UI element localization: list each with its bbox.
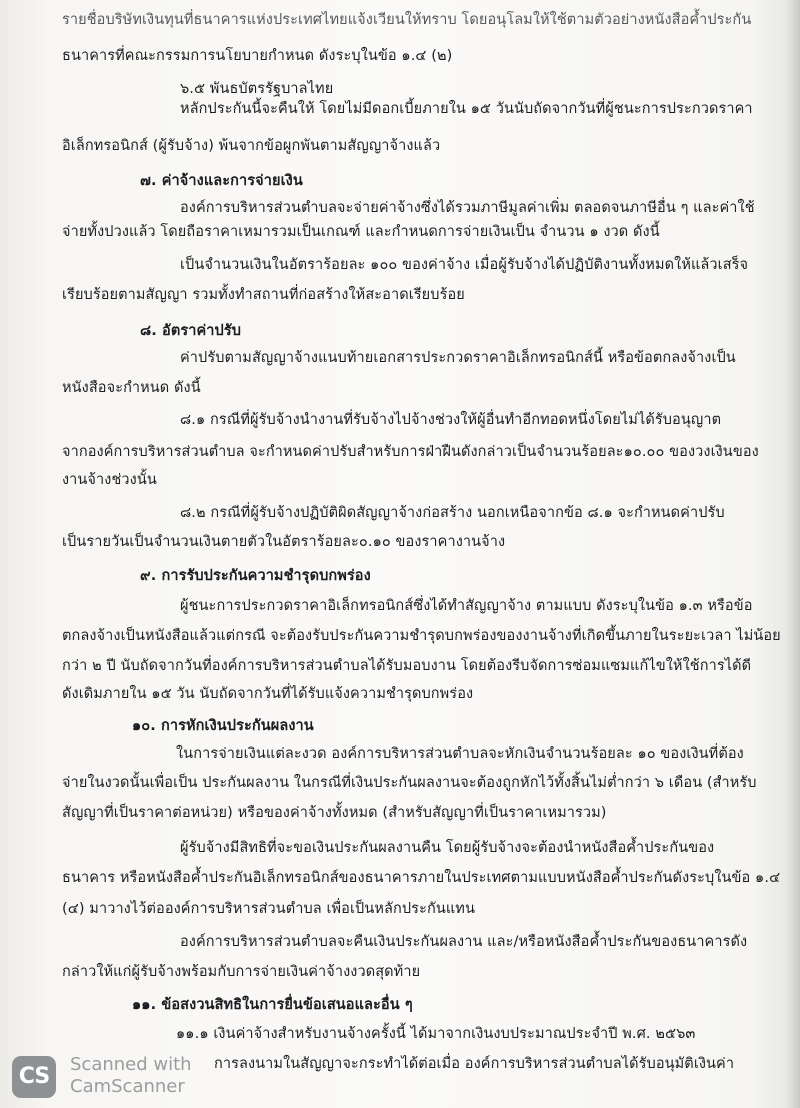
camscanner-logo-icon: CS	[12, 1056, 56, 1098]
text-line-32: กล่าวให้แก่ผู้รับจ้างพร้อมกับการจ่ายเงินค่าจ้างงวดสุดท้าย	[62, 964, 421, 980]
text-line-25: ในการจ่ายเงินแต่ละงวด องค์การบริหารส่วนตำบลจะหักเงินจำนวนร้อยละ ๑๐ ของเงินที่ต้อง	[176, 746, 744, 762]
section-8-heading: ๘. อัตราค่าปรับ	[140, 323, 242, 339]
section-10-heading: ๑๐. การหักเงินประกันผลงาน	[132, 718, 314, 734]
item-8-2-line: ๘.๒ กรณีที่ผู้รับจ้างปฏิบัติผิดสัญญาจ้างก่อสร้าง นอกเหนือจากข้อ ๘.๑ จะกำหนดค่าปรับ	[180, 505, 725, 521]
text-line-29: ธนาคาร หรือหนังสือค้ำประกันอิเล็กทรอนิกส์ของธนาคารภายในประเทศตามแบบหนังสือค้ำประกันดังระบุในข้อ ๑.๔	[62, 870, 781, 886]
text-line-27: สัญญาที่เป็นราคาต่อหน่วย) หรือของค่าจ้างทั้งหมด (สำหรับสัญญาที่เป็นราคาเหมารวม)	[62, 805, 607, 821]
text-line-28: ผู้รับจ้างมีสิทธิที่จะขอเงินประกันผลงานคืน โดยผู้รับจ้างจะต้องนำหนังสือค้ำประกันของ	[180, 840, 715, 856]
text-line-4: หลักประกันนี้จะคืนให้ โดยไม่มีดอกเบี้ยภายใน ๑๕ วันนับถัดจากวันที่ผู้ชนะการประกวดราคา	[180, 101, 753, 117]
text-line-22: กว่า ๒ ปี นับถัดจากวันที่องค์การบริหารส่วนตำบลได้รับมอบงาน โดยต้องรีบจัดการซ่อมแซมแก้ไขให้ใช้การได้ดี	[62, 658, 752, 674]
text-line-35: การลงนามในสัญญาจะกระทำได้ต่อเมื่อ องค์การบริหารส่วนตำบลได้รับอนุมัติเงินค่า	[214, 1056, 735, 1072]
text-line-21: ตกลงจ้างเป็นหนังสือแล้วแต่กรณี จะต้องรับประกันความชำรุดบกพร่องของงานจ้างที่เกิดขึ้นภายในระยะเวลา ไม่น้อย	[62, 628, 781, 644]
text-line-31: องค์การบริหารส่วนตำบลจะคืนเงินประกันผลงาน และ/หรือหนังสือค้ำประกันของธนาคารดัง	[180, 934, 748, 950]
text-line-7: องค์การบริหารส่วนตำบลจะจ่ายค่าจ้างซึ่งได้รวมภาษีมูลค่าเพิ่ม ตลอดจนภาษีอื่น ๆ และค่าใช้	[180, 200, 755, 216]
text-line-30: (๔) มาวางไว้ต่อองค์การบริหารส่วนตำบล เพื่อเป็นหลักประกันแทน	[62, 901, 475, 917]
item-11-1-line: ๑๑.๑ เงินค่าจ้างสำหรับงานจ้างครั้งนี้ ได้มาจากเงินงบประมาณประจำปี พ.ศ. ๒๕๖๓	[176, 1026, 696, 1042]
watermark-line-2: CamScanner	[70, 1076, 185, 1097]
text-line-26: จ่ายในงวดนั้นเพื่อเป็น ประกันผลงาน ในกรณีที่เงินประกันผลงานจะต้องถูกหักไว้ทั้งสิ้นไม่ต่ำกว่า ๖ เดือน (สำหรับ	[62, 775, 757, 791]
text-line-9: เป็นจำนวนเงินในอัตราร้อยละ ๑๐๐ ของค่าจ้าง เมื่อผู้รับจ้างได้ปฏิบัติงานทั้งหมดให้แล้วเสร็จ	[180, 257, 749, 273]
page-edge-shadow	[786, 0, 800, 1108]
text-line-18: เป็นรายวันเป็นจำนวนเงินตายตัวในอัตราร้อยละ๐.๑๐ ของราคางานจ้าง	[62, 534, 506, 550]
text-line-8: จ่ายทั้งปวงแล้ว โดยถือราคาเหมารวมเป็นเกณฑ์ และกำหนดการจ่ายเงินเป็น จำนวน ๑ งวด ดังนี้	[62, 224, 660, 240]
text-line-15: จากองค์การบริหารส่วนตำบล จะกำหนดค่าปรับสำหรับการฝ่าฝืนดังกล่าวเป็นจำนวนร้อยละ๑๐.๐๐ ของวงเงินของ	[62, 444, 759, 460]
text-line-1: รายชื่อบริษัทเงินทุนที่ธนาคารแห่งประเทศไทยแจ้งเวียนให้ทราบ โดยอนุโลมให้ใช้ตามตัวอย่างหนังสือค้ำประกัน	[62, 12, 752, 28]
text-line-2: ธนาคารที่คณะกรรมการนโยบายกำหนด ดังระบุในข้อ ๑.๔ (๒)	[62, 48, 453, 64]
item-8-1-line: ๘.๑ กรณีที่ผู้รับจ้างนำงานที่รับจ้างไปจ้างช่วงให้ผู้อื่นทำอีกทอดหนึ่งโดยไม่ได้รับอนุญาต	[180, 412, 722, 428]
text-line-5: อิเล็กทรอนิกส์ (ผู้รับจ้าง) พ้นจากข้อผูกพันตามสัญญาจ้างแล้ว	[62, 138, 441, 154]
watermark-line-1: Scanned with	[70, 1054, 192, 1075]
text-line-16: งานจ้างช่วงนั้น	[62, 472, 157, 488]
text-line-10: เรียบร้อยตามสัญญา รวมทั้งทำสถานที่ก่อสร้างให้สะอาดเรียบร้อย	[62, 287, 465, 303]
camscanner-watermark	[8, 1052, 238, 1102]
section-11-heading: ๑๑. ข้อสงวนสิทธิในการยื่นข้อเสนอและอื่น ๆ	[132, 997, 413, 1013]
item-6-5-line: ๖.๕ พันธบัตรรัฐบาลไทย	[180, 81, 334, 97]
text-line-12: ค่าปรับตามสัญญาจ้างแนบท้ายเอกสารประกวดราคาอิเล็กทรอนิกส์นี้ หรือข้อตกลงจ้างเป็น	[180, 350, 736, 366]
text-line-20: ผู้ชนะการประกวดราคาอิเล็กทรอนิกส์ซึ่งได้ทำสัญญาจ้าง ตามแบบ ดังระบุในข้อ ๑.๓ หรือข้อ	[180, 598, 753, 614]
text-line-13: หนังสือจะกำหนด ดังนี้	[62, 380, 201, 396]
section-9-heading: ๙. การรับประกันความชำรุดบกพร่อง	[140, 568, 371, 584]
section-7-heading: ๗. ค่าจ้างและการจ่ายเงิน	[140, 173, 303, 189]
text-line-23: ดังเดิมภายใน ๑๕ วัน นับถัดจากวันที่ได้รับแจ้งความชำรุดบกพร่อง	[62, 686, 474, 702]
